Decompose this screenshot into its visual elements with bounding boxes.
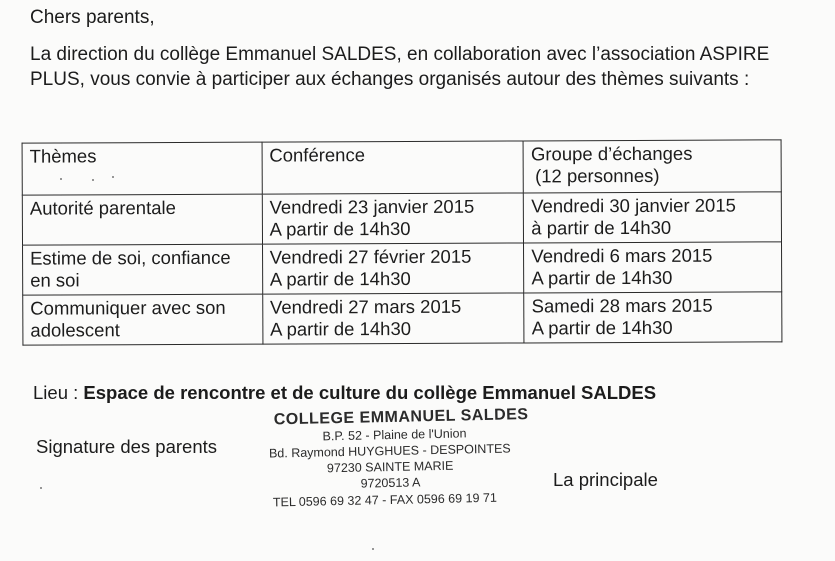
conference-time: A partir de 14h30 — [269, 267, 411, 290]
groupe-cell — [524, 192, 782, 243]
stamp-name: COLLEGE EMMANUEL SALDES — [273, 406, 529, 429]
conference-date: Vendredi 27 mars 2015 — [269, 295, 462, 318]
scan-speck — [92, 179, 94, 181]
stamp-bp: B.P. 52 - Plaine de l'Union — [322, 426, 467, 444]
groupe-date: Vendredi 6 mars 2015 — [531, 244, 713, 267]
lieu-line — [33, 381, 656, 405]
stamp-code: 9720513 A — [360, 475, 421, 491]
header-theme: Thèmes — [22, 142, 262, 195]
conference-cell — [262, 243, 524, 294]
groupe-cell — [524, 292, 782, 343]
theme-cell: Estime de soi, confiance en soi — [23, 244, 263, 295]
lieu-label: Lieu : — [33, 382, 79, 403]
scan-speck — [40, 487, 42, 489]
groupe-time: A partir de 14h30 — [531, 316, 673, 339]
header-groupe-label: Groupe d’échanges — [530, 142, 693, 165]
table-row — [22, 192, 781, 245]
scan-speck — [372, 548, 374, 550]
stamp-tel: TEL 0596 69 32 47 - FAX 0596 69 19 71 — [272, 490, 498, 510]
stamp-address: Bd. Raymond HUYGHUES - DESPOINTES — [268, 441, 511, 461]
principal-label: La principale — [553, 469, 658, 490]
conference-cell — [262, 293, 524, 344]
greeting: Chers parents, — [30, 7, 155, 28]
table-row — [23, 292, 782, 345]
theme-cell: Communiquer avec son adolescent — [23, 294, 263, 345]
conference-time: A partir de 14h30 — [269, 217, 411, 240]
table-header-row — [22, 140, 781, 195]
header-groupe — [523, 140, 781, 193]
header-groupe-note: (12 personnes) — [535, 164, 660, 187]
events-table — [22, 139, 783, 345]
groupe-time: A partir de 14h30 — [531, 266, 673, 289]
conference-date: Vendredi 27 février 2015 — [269, 245, 472, 268]
college-stamp — [229, 406, 551, 511]
stamp-city: 97230 SAINTE MARIE — [326, 458, 454, 476]
conference-time: A partir de 14h30 — [270, 317, 412, 340]
groupe-cell — [524, 242, 782, 293]
lieu-value: Espace de rencontre et de culture du collège Emmanuel SALDES — [83, 382, 657, 403]
conference-cell — [262, 193, 524, 244]
groupe-time: à partir de 14h30 — [531, 216, 672, 239]
scan-speck — [112, 176, 114, 178]
signature-parents-label: Signature des parents — [36, 436, 218, 457]
intro-paragraph: La direction du collège Emmanuel SALDES, en collaboration avec l’association ASPIRE PLUS, vous convie à participer aux échanges organisés autour des thèmes suivants : — [30, 44, 770, 90]
groupe-date: Samedi 28 mars 2015 — [531, 294, 713, 317]
theme-cell: Autorité parentale — [22, 194, 262, 245]
conference-date: Vendredi 23 janvier 2015 — [269, 195, 475, 218]
groupe-date: Vendredi 30 janvier 2015 — [531, 194, 736, 217]
table-row — [23, 242, 782, 295]
header-conference: Conférence — [262, 141, 524, 194]
scan-speck — [60, 178, 62, 180]
